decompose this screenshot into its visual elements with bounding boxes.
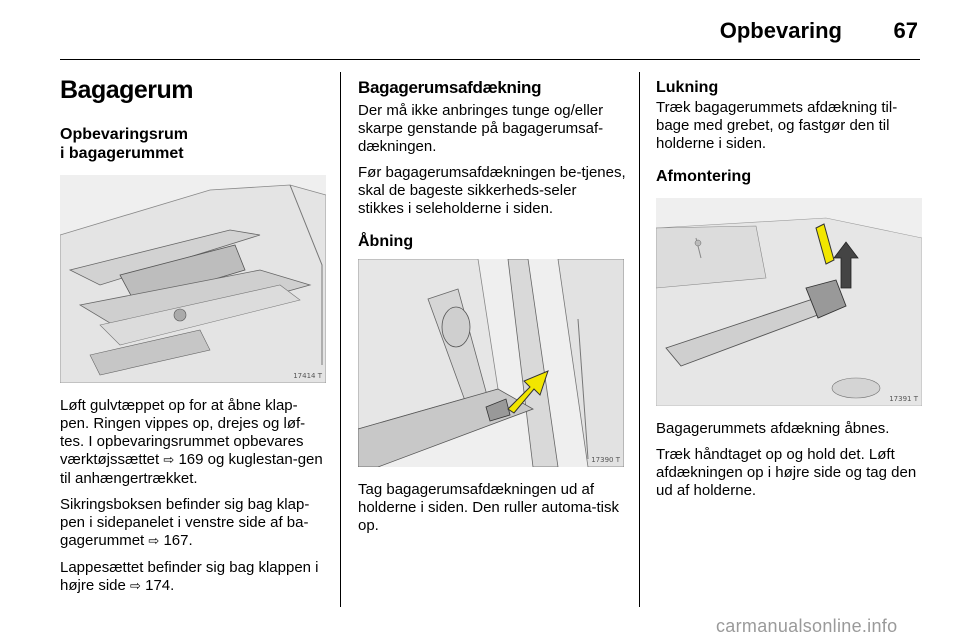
section-heading: Lukning [656, 79, 719, 96]
paragraph: Sikringsboksen befinder sig bag klap-pen i sidepanelet i venstre side af ba-gagerummet ⇨ 167. [60, 496, 310, 549]
subsection-heading: Opbevaringsrum i bagagerummet [60, 126, 189, 162]
arrow-right-outline-icon: ⇨ [130, 579, 141, 594]
header-divider [60, 59, 920, 60]
section-title: Opbevaring [719, 18, 842, 43]
paragraph: Løft gulvtæppet op for at åbne klap-pen. Ringen vippes op, drejes og løf-tes. I opbevaringsrummet opbevares værktøjssættet ⇨ 169 og kuglestan-gen til anhængertrækket. [60, 397, 323, 487]
paragraph: Bagagerummets afdækning åbnes. [656, 420, 890, 437]
paragraph: Træk håndtaget op og hold det. Løft afdækningen op i højre side og tag den ud af holderne. [656, 446, 917, 499]
arrow-right-outline-icon: ⇨ [163, 453, 175, 468]
trunk-storage-illustration [60, 175, 326, 383]
cover-dismount-illustration [656, 198, 922, 406]
section-heading: Bagagerumsafdækning [358, 78, 542, 97]
column-1 [60, 72, 326, 604]
arrow-right-outline-icon: ⇨ [148, 534, 160, 549]
column-divider-1 [340, 72, 341, 607]
paragraph: Lappesættet befinder sig bag klappen i højre side ⇨ 174. [60, 559, 319, 594]
page-header [0, 0, 960, 60]
section-heading: Afmontering [656, 168, 752, 185]
column-2 [358, 72, 626, 543]
column-3 [656, 72, 924, 508]
paragraph: Træk bagagerummets afdækning til-bage med grebet, og fastgør den til holderne i siden. [656, 99, 898, 152]
figure-code: 17390 T [591, 456, 620, 464]
paragraph: Før bagagerumsafdækningen be-tjenes, skal de bageste sikkerheds-seler stikkes i seleholderne i siden. [358, 164, 626, 217]
cover-removal-illustration [358, 259, 624, 467]
page-number: 67 [893, 18, 918, 43]
chapter-heading: Bagagerum [60, 76, 194, 104]
paragraph: Tag bagagerumsafdækningen ud af holderne i siden. Den ruller automa-tisk op. [358, 481, 619, 534]
figure-code: 17414 T [293, 372, 322, 380]
column-divider-2 [639, 72, 640, 607]
paragraph: Der må ikke anbringes tunge og/eller skarpe genstande på bagagerumsaf-dækningen. [358, 102, 604, 155]
watermark: carmanualsonline.info [716, 616, 898, 636]
figure-code: 17391 T [889, 395, 918, 403]
subsection-heading: Åbning [358, 233, 414, 250]
